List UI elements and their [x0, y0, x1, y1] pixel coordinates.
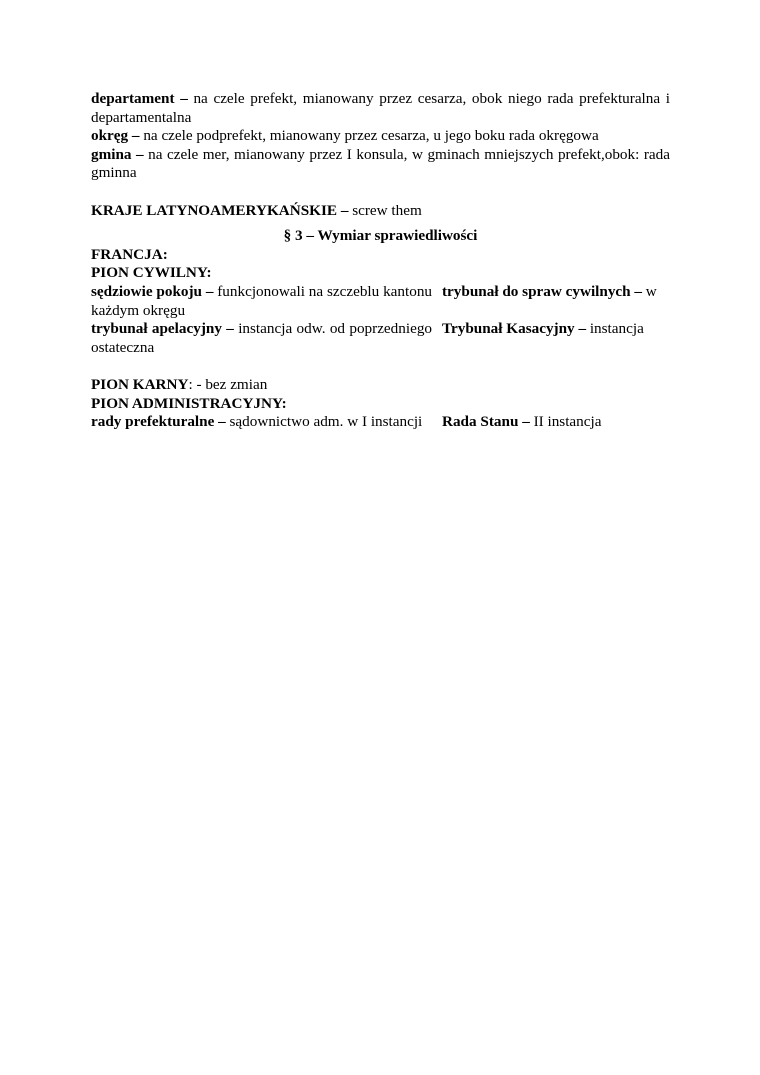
entry-text: instancja — [589, 320, 644, 338]
entry-dash: – — [128, 127, 144, 145]
entry-term: PION KARNY — [91, 375, 189, 393]
entry-text: sądownictwo adm. w I instancji — [229, 413, 423, 431]
entry-dash: – — [131, 145, 149, 163]
entry-gmina — [91, 146, 670, 183]
entry-dash: – — [214, 413, 230, 431]
entry-departament — [91, 90, 670, 127]
entry-text: na czele podprefekt, mianowany przez cesarza, u jego boku rada okręgowa — [143, 127, 599, 145]
entry-okreg — [91, 127, 670, 146]
entry-dash: – — [174, 90, 194, 107]
entry-term: departament — [91, 90, 175, 107]
entry-text: screw them — [352, 201, 422, 219]
entry-text: na czele mer, mianowany przez I konsula, w gminach mniejszych prefekt,obok: rada gminna — [91, 145, 670, 182]
heading-francja: FRANCJA: — [91, 245, 168, 263]
entry-term: trybunał do spraw cywilnych — [442, 282, 631, 300]
civil-row-right — [442, 283, 670, 302]
entry-text: II instancja — [533, 413, 602, 431]
civil-row — [91, 320, 670, 357]
entry-term: Rada Stanu — [442, 413, 519, 431]
civil-row-left — [91, 320, 442, 357]
entry-text: funkcjonowali na szczeblu kantonu każdym okręgu — [91, 282, 433, 319]
entry-dash: – — [630, 282, 646, 300]
entry-text: na czele prefekt, mianowany przez cesarza, obok niego rada prefekturalna i departamentalna — [91, 90, 670, 126]
section-title: § 3 – Wymiar sprawiedliwości — [283, 227, 478, 245]
entry-term: Trybunał Kasacyjny — [442, 320, 575, 338]
admin-row-right — [442, 413, 670, 432]
admin-row-left — [91, 413, 442, 432]
heading-pion-cywilny: PION CYWILNY: — [91, 264, 212, 282]
entry-latin-america — [91, 202, 670, 221]
entry-dash: – — [221, 320, 239, 338]
admin-row — [91, 413, 670, 432]
entry-pion-karny — [91, 376, 670, 395]
document-content — [91, 90, 670, 432]
blank-line — [91, 183, 670, 202]
entry-text: instancja odw. od poprzedniego ostateczna — [91, 320, 433, 356]
civil-row-right — [442, 320, 670, 339]
entry-term: KRAJE LATYNOAMERYKAŃSKIE — [91, 201, 338, 219]
entry-term: trybunał apelacyjny — [91, 320, 222, 338]
entry-text: w — [645, 282, 657, 300]
entry-term: gmina — [91, 145, 132, 163]
entry-term: okręg — [91, 127, 129, 145]
entry-dash: – — [574, 320, 590, 338]
civil-row — [91, 283, 670, 320]
civil-row-left — [91, 283, 442, 320]
blank-line — [91, 357, 670, 376]
entry-dash: – — [337, 201, 353, 219]
entry-dash: – — [518, 413, 534, 431]
entry-term: rady prefekturalne — [91, 413, 215, 431]
section-title-wrap — [91, 227, 670, 246]
entry-dash: – — [202, 282, 218, 300]
heading-pion-administracyjny: PION ADMINISTRACYJNY: — [91, 394, 287, 412]
entry-term: sędziowie pokoju — [91, 282, 202, 300]
entry-text: : - bez zmian — [188, 375, 268, 393]
